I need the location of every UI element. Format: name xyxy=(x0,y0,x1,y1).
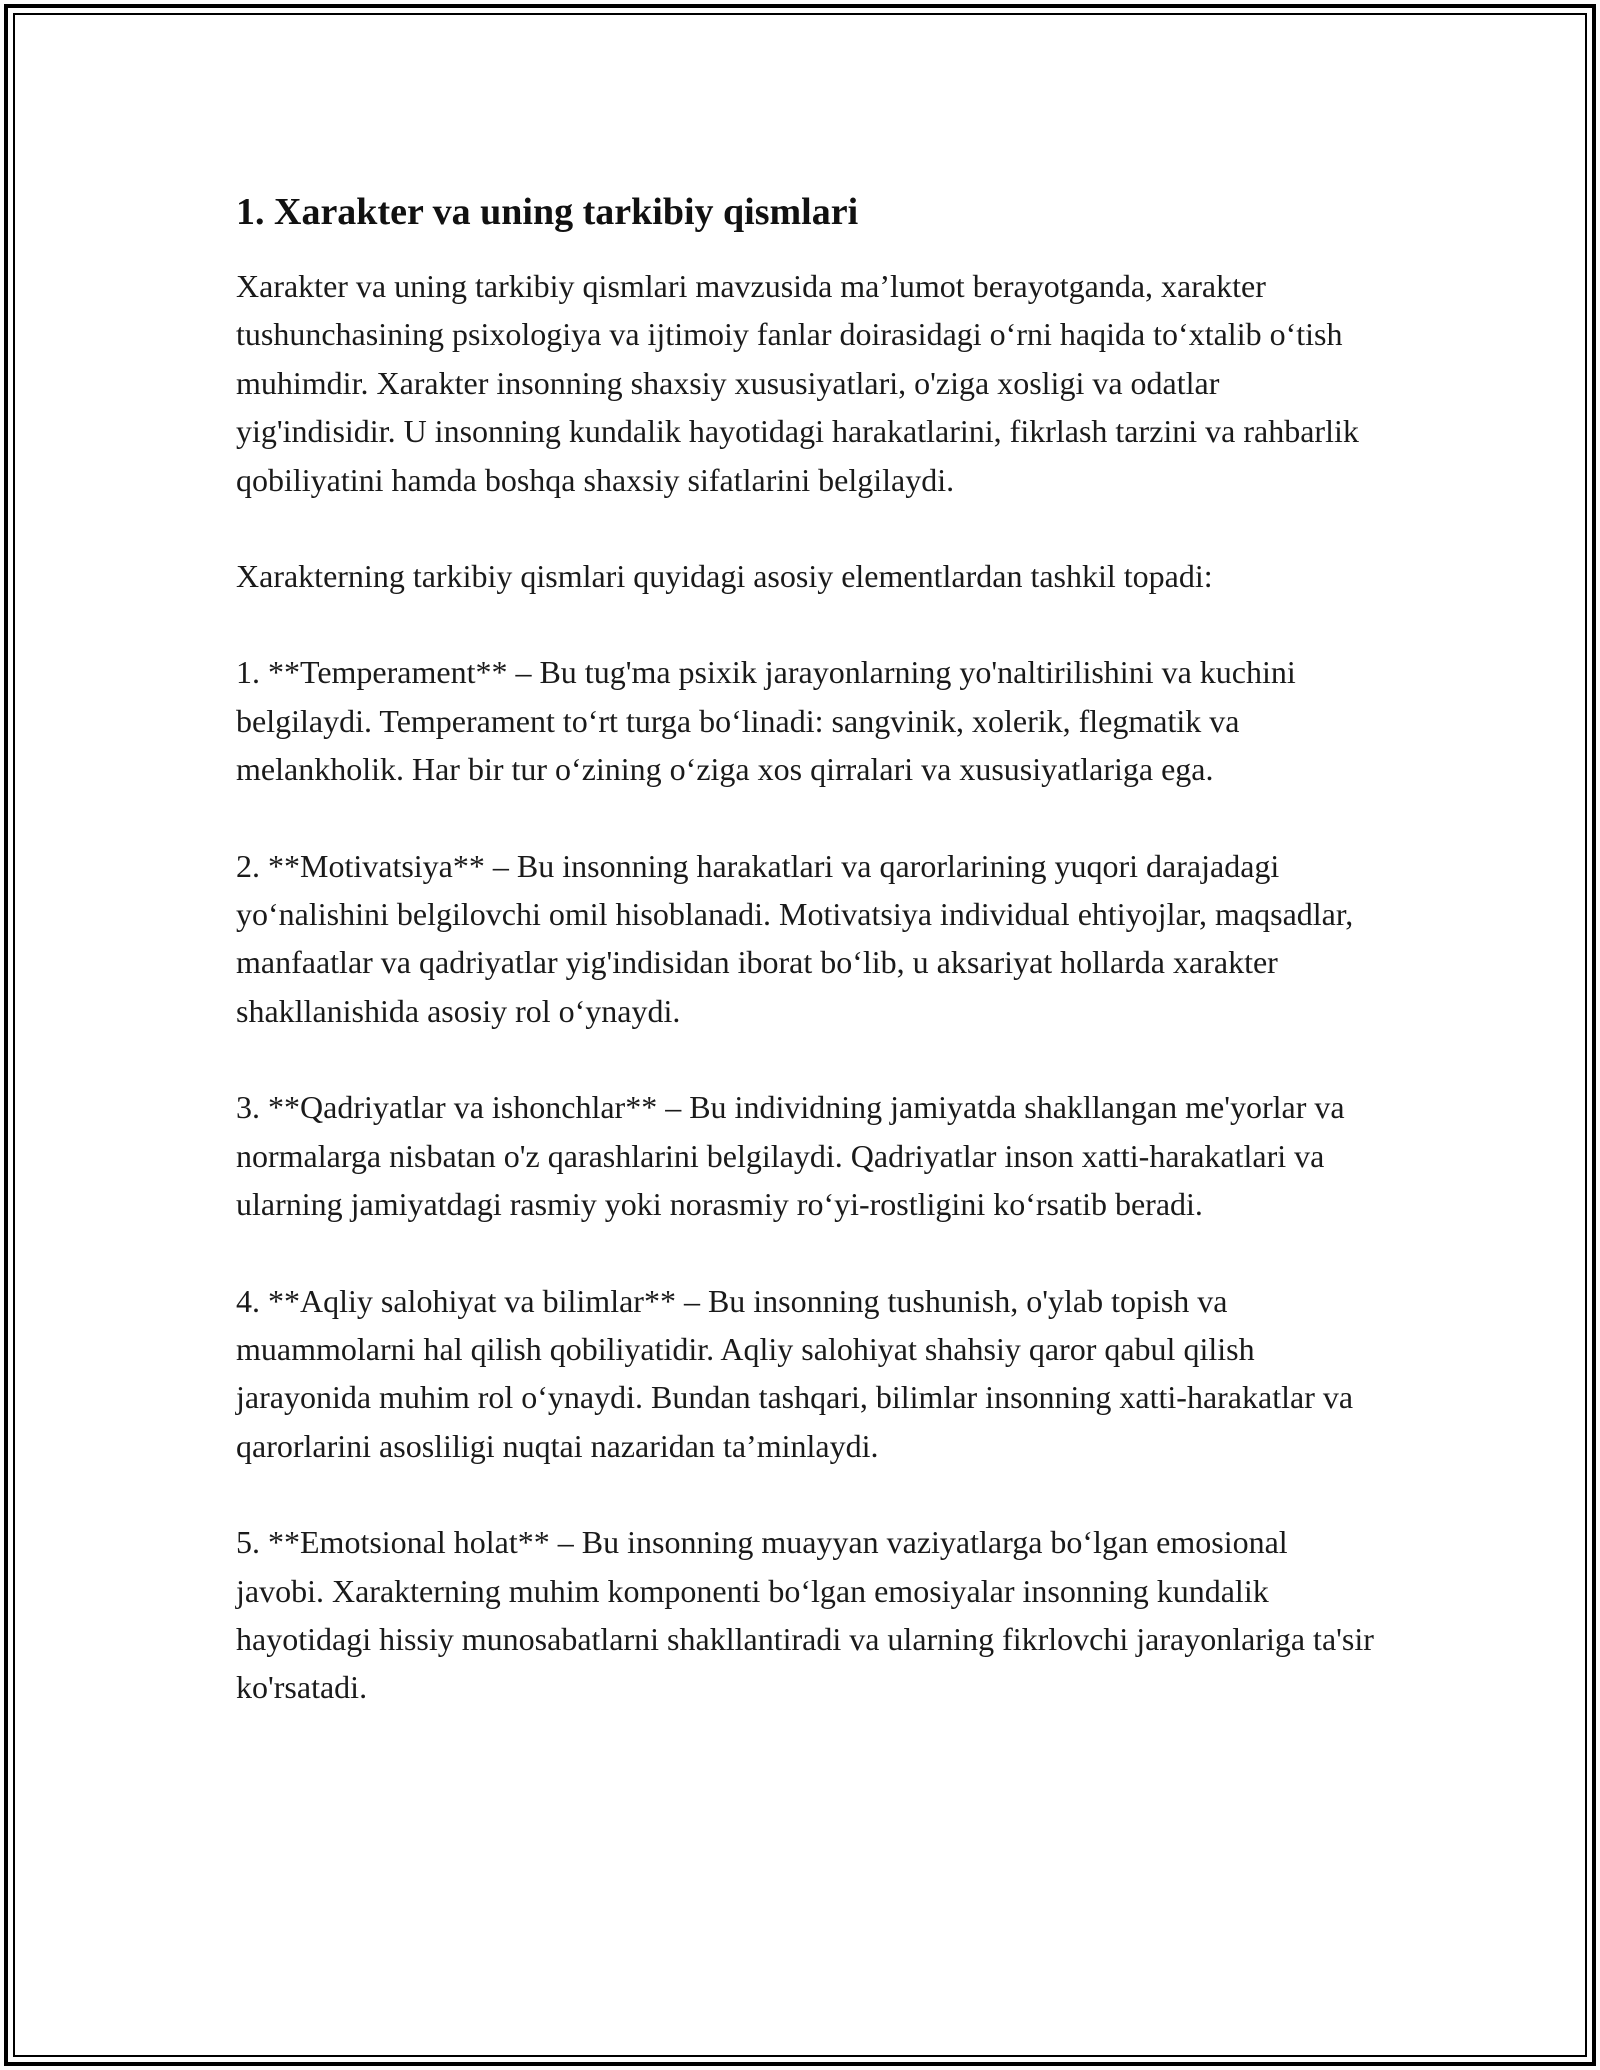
intro-paragraph: Xarakter va uning tarkibiy qismlari mavzusida ma’lumot berayotganda, xarakter tushunchasining psixologiya va ijtimoiy fanlar doirasidagi o‘rni haqida to‘xtalib o‘tish muhimdir. Xarakter insonning shaxsiy xususiyatlari, o'ziga xosligi va odatlar yig'indisidir. U insonning kundalik hayotidagi harakatlarini, fikrlash tarzini va rahbarlik qobiliyatini hamda boshqa shaxsiy sifatlarini belgilaydi. xyxy=(236,268,1359,498)
document-body xyxy=(236,188,1376,1760)
section-heading: 1. Xarakter va uning tarkibiy qismlari xyxy=(236,191,859,233)
list-item-temperament: 1. **Temperament** – Bu tug'ma psixik jarayonlarning yo'naltirilishini va kuchini belgilaydi. Temperament to‘rt turga bo‘linadi: sangvinik, xolerik, flegmatik va melankholik. Har bir tur o‘zining o‘ziga xos qirralari va xususiyatlariga ega. xyxy=(236,654,1296,788)
components-intro-paragraph: Xarakterning tarkibiy qismlari quyidagi asosiy elementlardan tashkil topadi: xyxy=(236,558,1213,595)
list-item-emotsional-holat: 5. **Emotsional holat** – Bu insonning muayyan vaziyatlarga bo‘lgan emosional javobi. Xarakterning muhim komponenti bo‘lgan emosiyalar insonning kundalik hayotidagi hissiy munosabatlarni shakllantiradi va ularning fikrlovchi jarayonlariga ta'sir ko'rsatadi. xyxy=(236,1524,1374,1706)
list-item-qadriyatlar: 3. **Qadriyatlar va ishonchlar** – Bu individning jamiyatda shakllangan me'yorlar va normalarga nisbatan o'z qarashlarini belgilaydi. Qadriyatlar inson xatti-harakatlari va ularning jamiyatdagi rasmiy yoki norasmiy ro‘yi-rostligini ko‘rsatib beradi. xyxy=(236,1089,1345,1223)
list-item-motivatsiya: 2. **Motivatsiya** – Bu insonning harakatlari va qarorlarining yuqori darajadagi yo‘nalishini belgilovchi omil hisoblanadi. Motivatsiya individual ehtiyojlar, maqsadlar, manfaatlar va qadriyatlar yig'indisidan iborat bo‘lib, u aksariyat hollarda xarakter shakllanishida asosiy rol o‘ynaydi. xyxy=(236,847,1354,1029)
list-item-aqliy-salohiyat: 4. **Aqliy salohiyat va bilimlar** – Bu insonning tushunish, o'ylab topish va muammolarni hal qilish qobiliyatidir. Aqliy salohiyat shahsiy qaror qabul qilish jarayonida muhim rol o‘ynaydi. Bundan tashqari, bilimlar insonning xatti-harakatlar va qarorlarini asosliligi nuqtai nazaridan ta’minlaydi. xyxy=(236,1282,1354,1464)
